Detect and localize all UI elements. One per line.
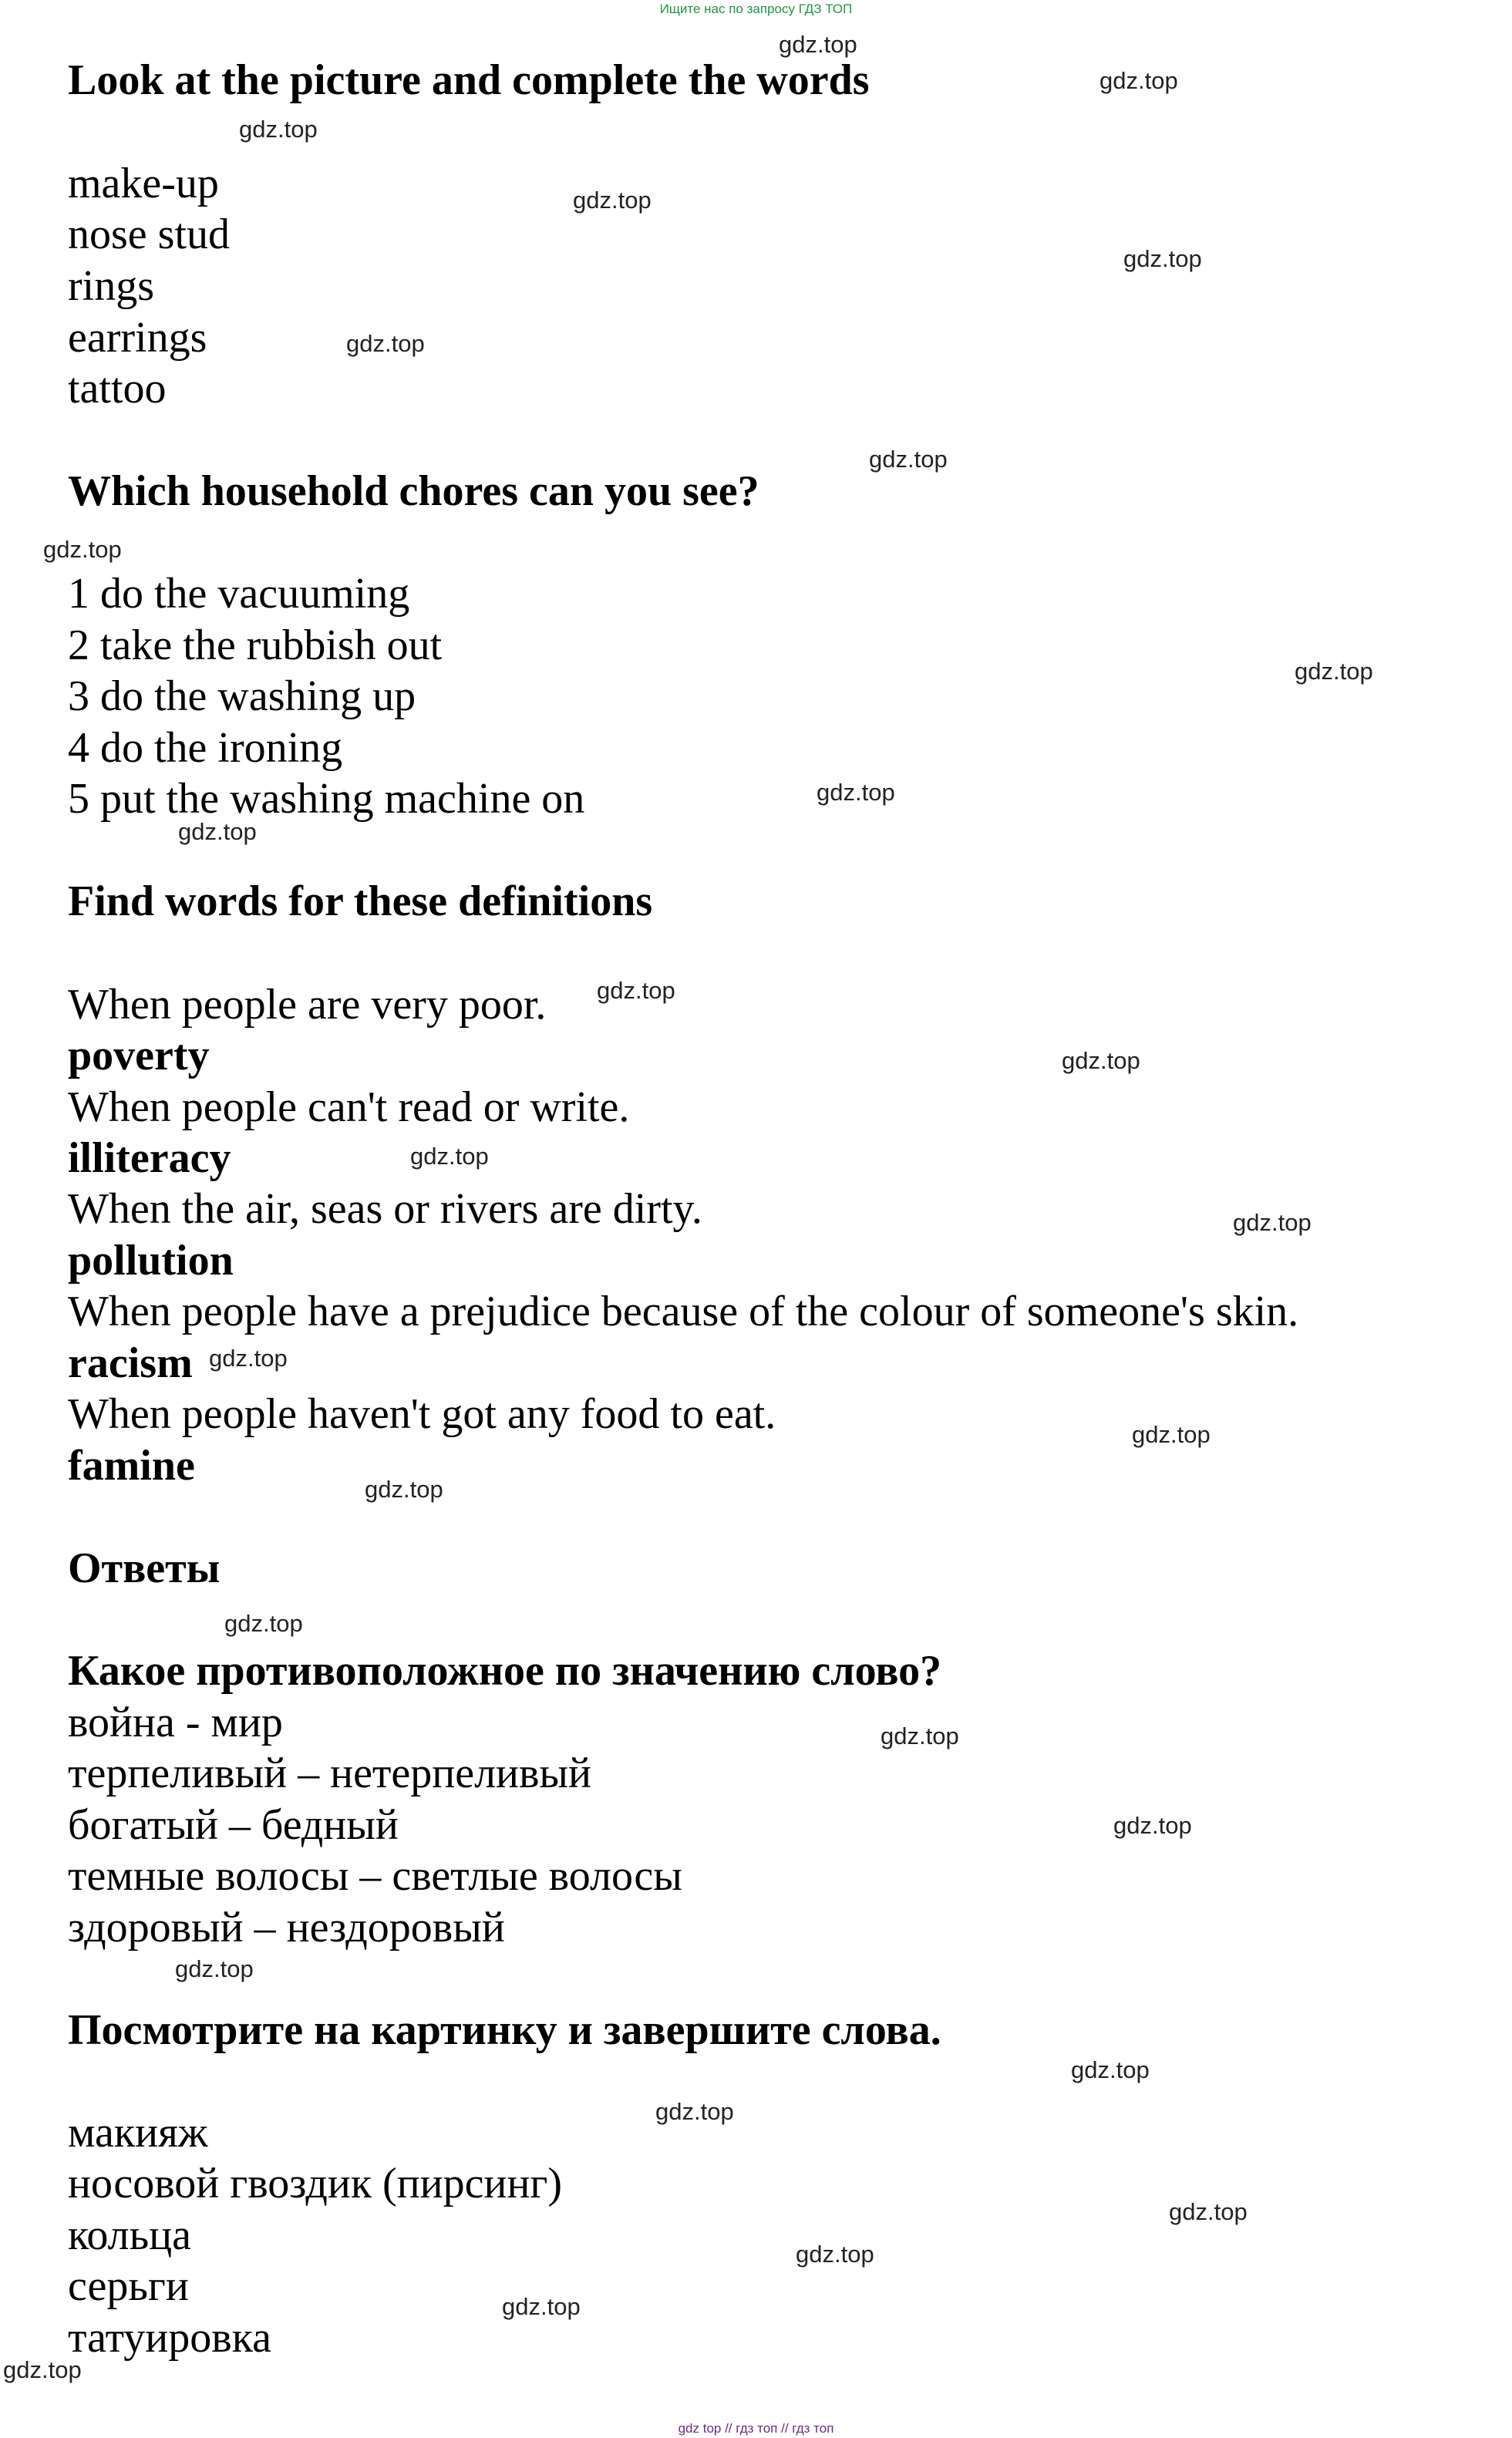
watermark: gdz.top: [1071, 2056, 1150, 2083]
watermark: gdz.top: [43, 536, 122, 563]
section1-title: Look at the picture and complete the words: [68, 56, 870, 104]
section4-title: Какое противоположное по значению слово?: [68, 1647, 942, 1695]
section4-item: война - мир: [68, 1699, 283, 1746]
watermark: gdz.top: [573, 187, 652, 214]
section1-item: tattoo: [68, 365, 167, 413]
footer-links: gdz top // гдз топ // гдз топ: [678, 2421, 834, 2436]
section5-item: макияж: [68, 2109, 208, 2157]
definition-answer: famine: [68, 1442, 195, 1490]
top-banner: Ищите нас по запросу ГДЗ ТОП: [659, 2, 853, 16]
definition-answer: illiteracy: [68, 1134, 231, 1182]
watermark: gdz.top: [209, 1345, 288, 1372]
section1-item: earrings: [68, 314, 207, 362]
watermark: gdz.top: [1233, 1209, 1312, 1236]
watermark: gdz.top: [817, 779, 895, 806]
watermark: gdz.top: [796, 2241, 874, 2268]
section2-item: 5 put the washing machine on: [68, 775, 585, 823]
definition-answer: racism: [68, 1339, 193, 1387]
watermark: gdz.top: [869, 446, 948, 473]
answers-heading: Ответы: [68, 1544, 221, 1592]
definition-text: When the air, seas or rivers are dirty.: [68, 1185, 702, 1233]
definition-text: When people are very poor.: [68, 981, 547, 1029]
watermark: gdz.top: [1113, 1812, 1192, 1839]
section4-item: богатый – бедный: [68, 1801, 399, 1849]
section4-item: темные волосы – светлые волосы: [68, 1852, 682, 1900]
definition-text: When people haven't got any food to eat.: [68, 1390, 776, 1438]
section2-item: 4 do the ironing: [68, 724, 343, 772]
section5-item: носовой гвоздик (пирсинг): [68, 2160, 563, 2207]
watermark: gdz.top: [1169, 2198, 1248, 2225]
watermark: gdz.top: [346, 330, 425, 357]
definition-answer: poverty: [68, 1032, 210, 1079]
watermark: gdz.top: [175, 1955, 254, 1982]
watermark: gdz.top: [779, 31, 857, 58]
section5-item: кольца: [68, 2211, 191, 2259]
watermark: gdz.top: [178, 818, 257, 845]
section1-item: make-up: [68, 160, 219, 207]
section4-item: терпеливый – нетерпеливый: [68, 1749, 592, 1797]
section1-item: rings: [68, 262, 154, 310]
watermark: gdz.top: [3, 2356, 82, 2383]
watermark: gdz.top: [1295, 658, 1373, 685]
definition-text: When people have a prejudice because of the colour of someone's skin.: [68, 1288, 1299, 1335]
watermark: gdz.top: [1062, 1047, 1140, 1074]
watermark: gdz.top: [1099, 67, 1178, 94]
watermark: gdz.top: [239, 116, 318, 143]
watermark: gdz.top: [1123, 245, 1202, 272]
watermark: gdz.top: [365, 1476, 443, 1503]
section5-title: Посмотрите на картинку и завершите слова.: [68, 2006, 941, 2054]
watermark: gdz.top: [1132, 1421, 1211, 1448]
section4-item: здоровый – нездоровый: [68, 1904, 505, 1951]
definition-text: When people can't read or write.: [68, 1083, 630, 1131]
section2-item: 3 do the washing up: [68, 672, 416, 720]
watermark: gdz.top: [224, 1610, 303, 1637]
section2-item: 2 take the rubbish out: [68, 621, 443, 669]
watermark: gdz.top: [881, 1722, 959, 1749]
definition-answer: pollution: [68, 1237, 234, 1285]
section2-title: Which household chores can you see?: [68, 467, 759, 515]
section1-item: nose stud: [68, 210, 230, 258]
watermark: gdz.top: [597, 977, 675, 1004]
section2-item: 1 do the vacuuming: [68, 570, 410, 618]
watermark: gdz.top: [655, 2098, 734, 2125]
watermark: gdz.top: [410, 1143, 489, 1170]
section5-item: татуировка: [68, 2314, 271, 2362]
section5-item: серьги: [68, 2262, 189, 2310]
watermark: gdz.top: [502, 2293, 581, 2320]
section3-title: Find words for these definitions: [68, 877, 653, 925]
